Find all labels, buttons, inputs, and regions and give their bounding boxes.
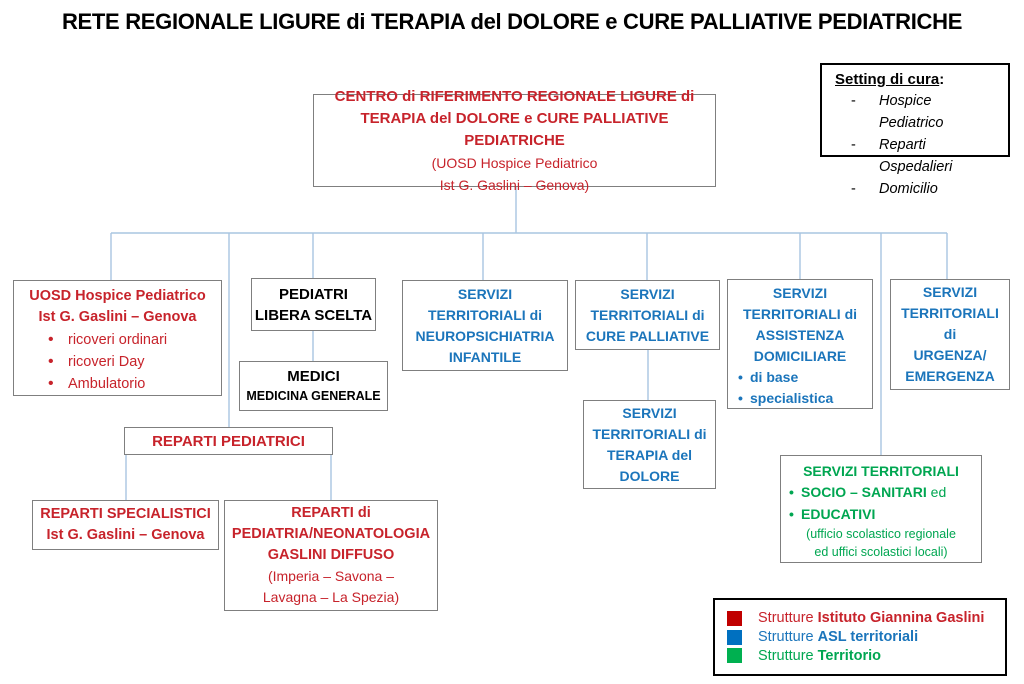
servizi-cure-palliative-box bbox=[575, 280, 720, 350]
terapia-line: TERRITORIALI di bbox=[592, 425, 707, 442]
uosd-bullet: • ricoveri ordinari bbox=[44, 329, 167, 351]
blue-square-icon bbox=[727, 630, 742, 645]
medici-line: MEDICI bbox=[287, 368, 340, 385]
servizi-urgenza-emergenza-box bbox=[890, 279, 1010, 390]
terapia-line: SERVIZI bbox=[622, 404, 677, 421]
specialistici-line: Ist G. Gaslini – Genova bbox=[46, 527, 205, 543]
assistenza-bullet: • specialistica bbox=[738, 388, 833, 409]
green-square-icon bbox=[727, 648, 742, 663]
verdi-note: ed uffici scolastici locali) bbox=[814, 545, 948, 559]
medici-medicina-generale-box bbox=[239, 361, 388, 411]
reparti-pediatrici-label: REPARTI PEDIATRICI bbox=[152, 432, 305, 450]
assistenza-line: SERVIZI bbox=[772, 285, 828, 301]
pedneo-line: (Imperia – Savona – bbox=[267, 568, 395, 584]
pedneo-line: Lavagna – La Spezia) bbox=[262, 589, 400, 605]
uosd-title: UOSD Hospice Pediatrico bbox=[29, 288, 206, 304]
legend-row bbox=[727, 609, 993, 628]
urgenza-line: URGENZA/ bbox=[913, 347, 987, 363]
specialistici-line: REPARTI SPECIALISTICI bbox=[40, 506, 211, 522]
legend bbox=[713, 598, 1007, 676]
centro-line: TERAPIA del DOLORE e CURE PALLIATIVE PEDIATRICHE bbox=[360, 109, 669, 149]
uosd-title: Ist G. Gaslini – Genova bbox=[38, 309, 197, 325]
centro-riferimento-box bbox=[313, 87, 716, 193]
uosd-bullet: • ricoveri Day bbox=[44, 351, 167, 373]
pedneo-line: GASLINI DIFFUSO bbox=[267, 547, 395, 563]
reparti-pediatria-neonatologia-box bbox=[224, 500, 438, 611]
neuro-line: NEUROPSICHIATRIA bbox=[415, 327, 555, 344]
uosd-hospice-box bbox=[13, 280, 222, 396]
cure-line: TERRITORIALI di bbox=[590, 306, 705, 323]
assistenza-bullet-list bbox=[738, 367, 833, 409]
neuro-line: INFANTILE bbox=[448, 348, 522, 365]
servizi-socio-sanitari-educativi-box bbox=[780, 455, 982, 563]
legend-row bbox=[727, 628, 993, 647]
pediatri-line: LIBERA SCELTA bbox=[254, 306, 373, 324]
cure-line: CURE PALLIATIVE bbox=[585, 327, 710, 344]
centro-line: Ist G. Gaslini – Genova) bbox=[439, 176, 590, 193]
assistenza-line: TERRITORIALI di bbox=[742, 306, 858, 322]
servizi-terapia-dolore-box bbox=[583, 400, 716, 489]
page-title: RETE REGIONALE LIGURE di TERAPIA del DOLORE e CURE PALLIATIVE PEDIATRICHE bbox=[61, 9, 963, 34]
legend-label: Strutture ASL territoriali bbox=[758, 629, 919, 645]
servizi-assistenza-domiciliare-box bbox=[727, 279, 873, 409]
setting-item: - Hospice Pediatrico bbox=[835, 90, 998, 134]
pediatri-line: PEDIATRI bbox=[279, 285, 348, 303]
assistenza-line: ASSISTENZA bbox=[755, 327, 845, 343]
setting-di-cura-list bbox=[835, 90, 998, 200]
setting-item: - Reparti Ospedalieri bbox=[835, 134, 998, 178]
verdi-bullet-list bbox=[789, 481, 946, 525]
assistenza-line: DOMICILIARE bbox=[753, 348, 847, 364]
neuro-line: TERRITORIALI di bbox=[427, 306, 543, 323]
uosd-bullet: • Ambulatorio bbox=[44, 373, 167, 395]
verdi-note: (ufficio scolastico regionale bbox=[806, 527, 956, 541]
reparti-specialistici-box bbox=[32, 500, 219, 550]
verdi-bullet: • EDUCATIVI bbox=[789, 503, 946, 525]
legend-label: Strutture Territorio bbox=[758, 647, 882, 664]
urgenza-line: EMERGENZA bbox=[905, 368, 995, 384]
legend-row bbox=[727, 646, 993, 665]
uosd-bullet-list bbox=[44, 329, 167, 395]
urgenza-line: SERVIZI bbox=[922, 284, 978, 300]
assistenza-bullet: • di base bbox=[738, 367, 833, 388]
medici-line: MEDICINA GENERALE bbox=[246, 389, 381, 403]
verdi-title: SERVIZI TERRITORIALI bbox=[803, 463, 959, 479]
centro-line: (UOSD Hospice Pediatrico bbox=[431, 154, 598, 171]
pedneo-line: REPARTI di bbox=[291, 505, 371, 521]
setting-di-cura-title: Setting di cura: bbox=[835, 71, 945, 88]
centro-line: CENTRO di RIFERIMENTO REGIONALE LIGURE di bbox=[334, 87, 695, 105]
urgenza-line: TERRITORIALI bbox=[901, 305, 999, 321]
cure-line: SERVIZI bbox=[620, 285, 675, 302]
neuro-line: SERVIZI bbox=[457, 285, 513, 302]
verdi-bullet: • SOCIO – SANITARI ed bbox=[789, 481, 946, 503]
urgenza-line: di bbox=[943, 326, 957, 342]
reparti-pediatrici-box bbox=[124, 427, 333, 455]
pedneo-line: PEDIATRIA/NEONATOLOGIA bbox=[231, 526, 431, 542]
terapia-line: TERAPIA del bbox=[606, 446, 693, 463]
pediatri-libera-scelta-box bbox=[251, 278, 376, 331]
servizi-neuropsichiatria-box bbox=[402, 280, 568, 371]
terapia-line: DOLORE bbox=[619, 467, 680, 484]
setting-di-cura-card bbox=[820, 63, 1010, 197]
legend-label: Strutture Istituto Giannina Gaslini bbox=[758, 610, 985, 627]
setting-item: - Domicilio bbox=[835, 178, 998, 200]
red-square-icon bbox=[727, 611, 742, 626]
